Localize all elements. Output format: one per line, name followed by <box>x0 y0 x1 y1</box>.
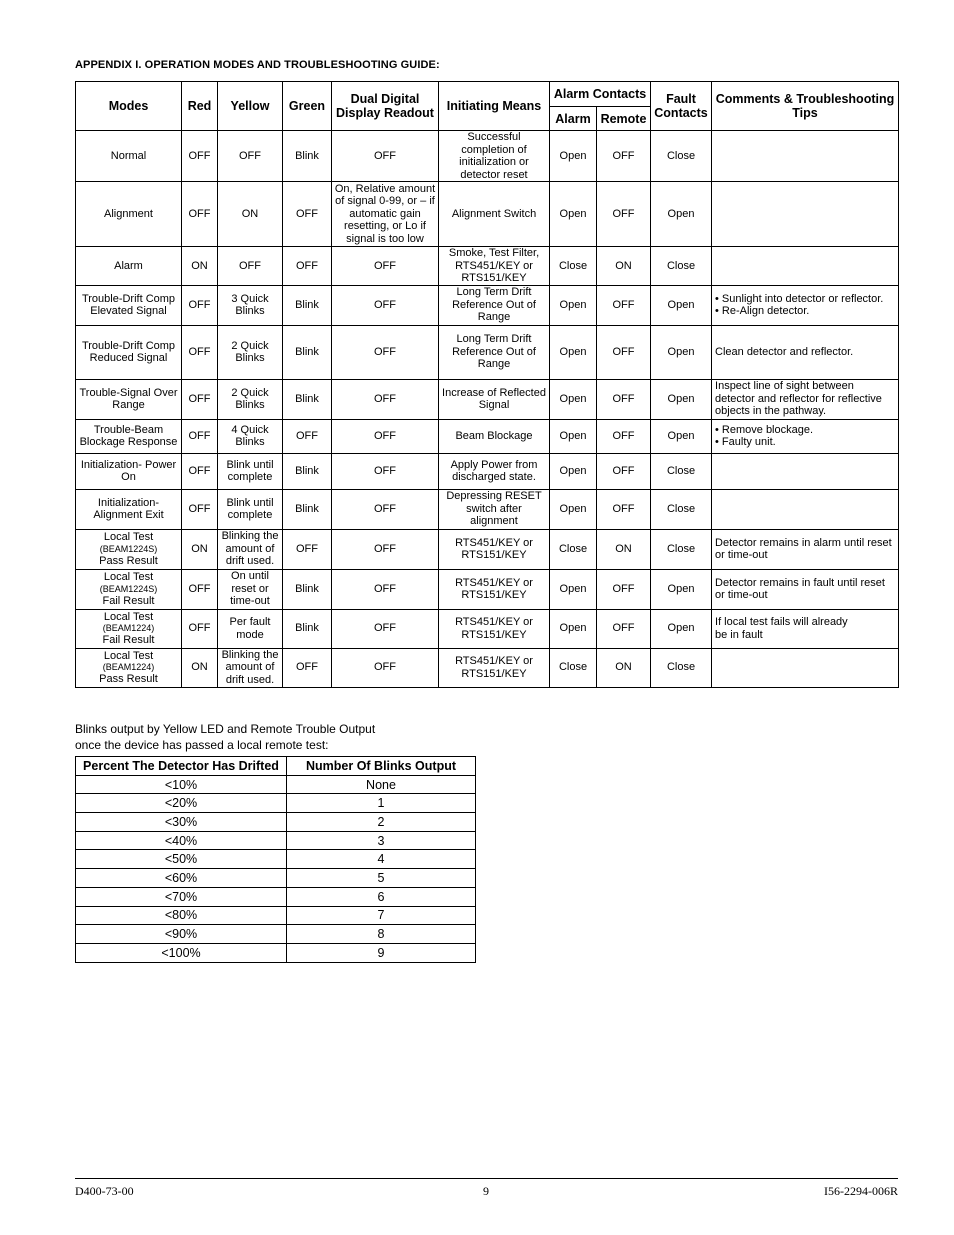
comment-cell <box>712 285 899 325</box>
mode-label: Local Test <box>103 649 154 662</box>
mode-cell <box>76 379 182 419</box>
drift-row <box>76 906 476 925</box>
drift-row <box>76 775 476 794</box>
mode-result-label: Pass Result <box>99 673 158 685</box>
comment-line: Detector remains in fault until reset or time-out <box>715 576 885 601</box>
remote-cell: ON <box>597 529 651 569</box>
comment-cell <box>712 419 899 453</box>
header-green: Green <box>283 82 332 131</box>
comment-cell <box>712 529 899 569</box>
initiating-cell: RTS451/KEY or RTS151/KEY <box>439 648 550 687</box>
blinks-cell: None <box>287 775 476 794</box>
blinks-cell: 6 <box>287 887 476 906</box>
alarm-cell: Open <box>550 419 597 453</box>
drift-row <box>76 925 476 944</box>
table-row <box>76 529 899 569</box>
blinks-cell: 3 <box>287 831 476 850</box>
green-cell: Blink <box>283 489 332 529</box>
display-cell: OFF <box>332 609 439 648</box>
comment-line: • Sunlight into detector or reflector. <box>715 292 884 305</box>
percent-cell: <10% <box>76 775 287 794</box>
initiating-cell: RTS451/KEY or RTS151/KEY <box>439 609 550 648</box>
display-cell: OFF <box>332 379 439 419</box>
percent-cell: <50% <box>76 850 287 869</box>
model-label: (BEAM1224) <box>102 623 155 633</box>
green-cell: OFF <box>283 648 332 687</box>
drift-row <box>76 813 476 832</box>
initiating-cell: Apply Power from discharged state. <box>439 453 550 489</box>
header-alarm-contacts: Alarm Contacts <box>550 82 651 107</box>
mode-cell <box>76 182 182 247</box>
blinks-cell: 4 <box>287 850 476 869</box>
display-cell: OFF <box>332 247 439 286</box>
mode-cell <box>76 609 182 648</box>
drift-blinks-table <box>75 756 476 963</box>
table-row <box>76 131 899 182</box>
comment-cell <box>712 131 899 182</box>
mode-label: Local Test <box>103 531 154 543</box>
comment-line: Detector remains in alarm until reset or time-out <box>715 536 892 561</box>
percent-cell: <60% <box>76 869 287 888</box>
drift-row <box>76 887 476 906</box>
header-initiating: Initiating Means <box>439 82 550 131</box>
display-cell: On, Relative amount of signal 0-99, or – if automatic gain resetting, or Lo if signal is too low <box>332 182 439 247</box>
percent-cell: <70% <box>76 887 287 906</box>
fault-cell: Close <box>651 453 712 489</box>
blinks-cell: 7 <box>287 906 476 925</box>
mode-label: Alignment <box>104 207 153 220</box>
yellow-cell: Blinking the amount of drift used. <box>218 529 283 569</box>
red-cell: OFF <box>182 609 218 648</box>
display-cell: OFF <box>332 131 439 182</box>
footer-doc-number: D400-73-00 <box>75 1184 134 1198</box>
alarm-cell: Close <box>550 247 597 286</box>
header-blinks: Number Of Blinks Output <box>287 757 476 776</box>
alarm-cell: Open <box>550 379 597 419</box>
display-cell: OFF <box>332 569 439 609</box>
green-cell: Blink <box>283 285 332 325</box>
display-cell: OFF <box>332 648 439 687</box>
comment-cell <box>712 379 899 419</box>
remote-cell: OFF <box>597 285 651 325</box>
table-row <box>76 569 899 609</box>
comment-cell <box>712 609 899 648</box>
mode-label: Normal <box>110 149 147 162</box>
drift-table-body <box>76 775 476 962</box>
initiating-cell: Smoke, Test Filter, RTS451/KEY or RTS151/KEY <box>439 247 550 286</box>
initiating-cell: Beam Blockage <box>439 419 550 453</box>
display-cell: OFF <box>332 419 439 453</box>
table-row <box>76 489 899 529</box>
comment-line: • Re-Align detector. <box>715 305 810 317</box>
percent-cell: <90% <box>76 925 287 944</box>
yellow-cell: Per fault mode <box>218 609 283 648</box>
red-cell: OFF <box>182 182 218 247</box>
red-cell: OFF <box>182 285 218 325</box>
alarm-cell: Open <box>550 609 597 648</box>
red-cell: OFF <box>182 569 218 609</box>
comment-line: Clean detector and reflector. <box>715 345 854 358</box>
yellow-cell: OFF <box>218 247 283 286</box>
page-number: 9 <box>483 1184 489 1198</box>
display-cell: OFF <box>332 453 439 489</box>
comment-cell <box>712 247 899 286</box>
note-line: once the device has passed a local remote test: <box>75 737 329 752</box>
mode-label: Trouble-Drift Comp Elevated Signal <box>81 292 176 317</box>
table-row <box>76 648 899 687</box>
alarm-cell: Open <box>550 285 597 325</box>
table-row <box>76 325 899 379</box>
mode-result-label: Fail Result <box>102 594 155 607</box>
comment-line: • Remove blockage. <box>715 423 814 436</box>
red-cell: ON <box>182 648 218 687</box>
initiating-cell: Depressing RESET switch after alignment <box>439 489 550 529</box>
remote-cell: OFF <box>597 182 651 247</box>
fault-cell: Close <box>651 489 712 529</box>
mode-cell <box>76 131 182 182</box>
fault-cell: Open <box>651 379 712 419</box>
table-row <box>76 379 899 419</box>
red-cell: OFF <box>182 453 218 489</box>
alarm-cell: Open <box>550 131 597 182</box>
header-alarm: Alarm <box>550 107 597 131</box>
header-comments: Comments & Troubleshooting Tips <box>712 82 899 131</box>
remote-cell: OFF <box>597 609 651 648</box>
comment-cell <box>712 182 899 247</box>
initiating-cell: Increase of Reflected Signal <box>439 379 550 419</box>
percent-cell: <100% <box>76 943 287 962</box>
header-percent: Percent The Detector Has Drifted <box>76 757 287 776</box>
mode-cell <box>76 648 182 687</box>
table-row <box>76 182 899 247</box>
fault-cell: Open <box>651 325 712 379</box>
header-remote: Remote <box>597 107 651 131</box>
display-cell: OFF <box>332 325 439 379</box>
remote-cell: OFF <box>597 419 651 453</box>
remote-cell: OFF <box>597 325 651 379</box>
drift-row <box>76 794 476 813</box>
initiating-cell: Alignment Switch <box>439 182 550 247</box>
green-cell: Blink <box>283 569 332 609</box>
alarm-cell: Open <box>550 569 597 609</box>
remote-cell: OFF <box>597 379 651 419</box>
green-cell: Blink <box>283 325 332 379</box>
alarm-cell: Open <box>550 182 597 247</box>
fault-cell: Open <box>651 285 712 325</box>
mode-label: Trouble-Beam Blockage Response <box>79 423 178 448</box>
percent-cell: <30% <box>76 813 287 832</box>
mode-label: Alarm <box>114 259 143 272</box>
mode-cell <box>76 489 182 529</box>
comment-line: Inspect line of sight between detector and reflector for reflective objects in the pathway. <box>715 380 882 418</box>
yellow-cell: On until reset or time-out <box>218 569 283 609</box>
alarm-cell: Open <box>550 325 597 379</box>
green-cell: Blink <box>283 453 332 489</box>
comment-line: be in fault <box>715 628 763 641</box>
fault-cell: Close <box>651 648 712 687</box>
display-cell: OFF <box>332 529 439 569</box>
fault-cell: Open <box>651 569 712 609</box>
table-row <box>76 247 899 286</box>
mode-cell <box>76 569 182 609</box>
yellow-cell: 2 Quick Blinks <box>218 379 283 419</box>
mode-cell <box>76 247 182 286</box>
drift-row <box>76 831 476 850</box>
comment-cell <box>712 569 899 609</box>
table-body <box>76 131 899 688</box>
table-row <box>76 419 899 453</box>
model-label: (BEAM1224S) <box>99 583 158 594</box>
display-cell: OFF <box>332 489 439 529</box>
mode-cell <box>76 325 182 379</box>
yellow-cell: ON <box>218 182 283 247</box>
green-cell: OFF <box>283 419 332 453</box>
initiating-cell: RTS451/KEY or RTS151/KEY <box>439 529 550 569</box>
comment-cell <box>712 325 899 379</box>
table-row <box>76 609 899 648</box>
header-modes: Modes <box>76 82 182 131</box>
yellow-cell: Blink until complete <box>218 453 283 489</box>
mode-label: Trouble-Drift Comp Reduced Signal <box>81 339 176 364</box>
red-cell: OFF <box>182 379 218 419</box>
mode-label: Local Test <box>103 610 154 623</box>
remote-cell: OFF <box>597 131 651 182</box>
red-cell: OFF <box>182 489 218 529</box>
mode-label: Initialization- Alignment Exit <box>93 496 164 521</box>
red-cell: OFF <box>182 419 218 453</box>
remote-cell: ON <box>597 247 651 286</box>
percent-cell: <20% <box>76 794 287 813</box>
note-line: Blinks output by Yellow LED and Remote Trouble Output <box>75 722 376 736</box>
comment-cell <box>712 648 899 687</box>
comment-line: If local test fails will already <box>715 616 848 628</box>
footer-divider <box>75 1178 898 1179</box>
operation-modes-table <box>75 81 899 688</box>
blinks-cell: 8 <box>287 925 476 944</box>
comment-cell <box>712 453 899 489</box>
drift-row <box>76 850 476 869</box>
alarm-cell: Close <box>550 529 597 569</box>
footer-part-number: I56-2294-006R <box>824 1184 898 1198</box>
alarm-cell: Open <box>550 453 597 489</box>
blinks-note <box>75 722 375 753</box>
display-cell: OFF <box>332 285 439 325</box>
green-cell: Blink <box>283 131 332 182</box>
fault-cell: Open <box>651 182 712 247</box>
drift-row <box>76 943 476 962</box>
initiating-cell: Successful completion of initialization or detector reset <box>439 131 550 182</box>
remote-cell: OFF <box>597 489 651 529</box>
yellow-cell: OFF <box>218 131 283 182</box>
green-cell: Blink <box>283 609 332 648</box>
mode-result-label: Pass Result <box>99 554 158 567</box>
header-yellow: Yellow <box>218 82 283 131</box>
mode-label: Initialization- Power On <box>80 458 177 483</box>
red-cell: ON <box>182 247 218 286</box>
blinks-cell: 2 <box>287 813 476 832</box>
green-cell: Blink <box>283 379 332 419</box>
initiating-cell: Long Term Drift Reference Out of Range <box>439 325 550 379</box>
comment-line: • Faulty unit. <box>715 436 776 448</box>
fault-cell: Open <box>651 419 712 453</box>
mode-cell <box>76 453 182 489</box>
alarm-cell: Open <box>550 489 597 529</box>
mode-label: Local Test <box>103 571 154 583</box>
comment-cell <box>712 489 899 529</box>
header-red: Red <box>182 82 218 131</box>
yellow-cell: 2 Quick Blinks <box>218 325 283 379</box>
fault-cell: Close <box>651 529 712 569</box>
yellow-cell: Blink until complete <box>218 489 283 529</box>
mode-result-label: Fail Result <box>102 634 155 646</box>
mode-cell <box>76 529 182 569</box>
model-label: (BEAM1224) <box>102 662 155 672</box>
blinks-cell: 9 <box>287 943 476 962</box>
red-cell: OFF <box>182 325 218 379</box>
fault-cell: Open <box>651 609 712 648</box>
initiating-cell: RTS451/KEY or RTS151/KEY <box>439 569 550 609</box>
fault-cell: Close <box>651 247 712 286</box>
appendix-title: APPENDIX I. OPERATION MODES AND TROUBLESHOOTING GUIDE: <box>75 59 440 71</box>
percent-cell: <40% <box>76 831 287 850</box>
mode-cell <box>76 285 182 325</box>
yellow-cell: Blinking the amount of drift used. <box>218 648 283 687</box>
initiating-cell: Long Term Drift Reference Out of Range <box>439 285 550 325</box>
green-cell: OFF <box>283 247 332 286</box>
drift-row <box>76 869 476 888</box>
remote-cell: OFF <box>597 453 651 489</box>
fault-cell: Close <box>651 131 712 182</box>
red-cell: OFF <box>182 131 218 182</box>
yellow-cell: 3 Quick Blinks <box>218 285 283 325</box>
green-cell: OFF <box>283 182 332 247</box>
blinks-cell: 5 <box>287 869 476 888</box>
table-row <box>76 285 899 325</box>
header-display: Dual Digital Display Readout <box>332 82 439 131</box>
model-label: (BEAM1224S) <box>99 543 158 554</box>
percent-cell: <80% <box>76 906 287 925</box>
blinks-cell: 1 <box>287 794 476 813</box>
mode-label: Trouble-Signal Over Range <box>79 386 178 411</box>
red-cell: ON <box>182 529 218 569</box>
table-row <box>76 453 899 489</box>
yellow-cell: 4 Quick Blinks <box>218 419 283 453</box>
alarm-cell: Close <box>550 648 597 687</box>
green-cell: OFF <box>283 529 332 569</box>
remote-cell: OFF <box>597 569 651 609</box>
header-fault: Fault Contacts <box>651 82 712 131</box>
mode-cell <box>76 419 182 453</box>
remote-cell: ON <box>597 648 651 687</box>
